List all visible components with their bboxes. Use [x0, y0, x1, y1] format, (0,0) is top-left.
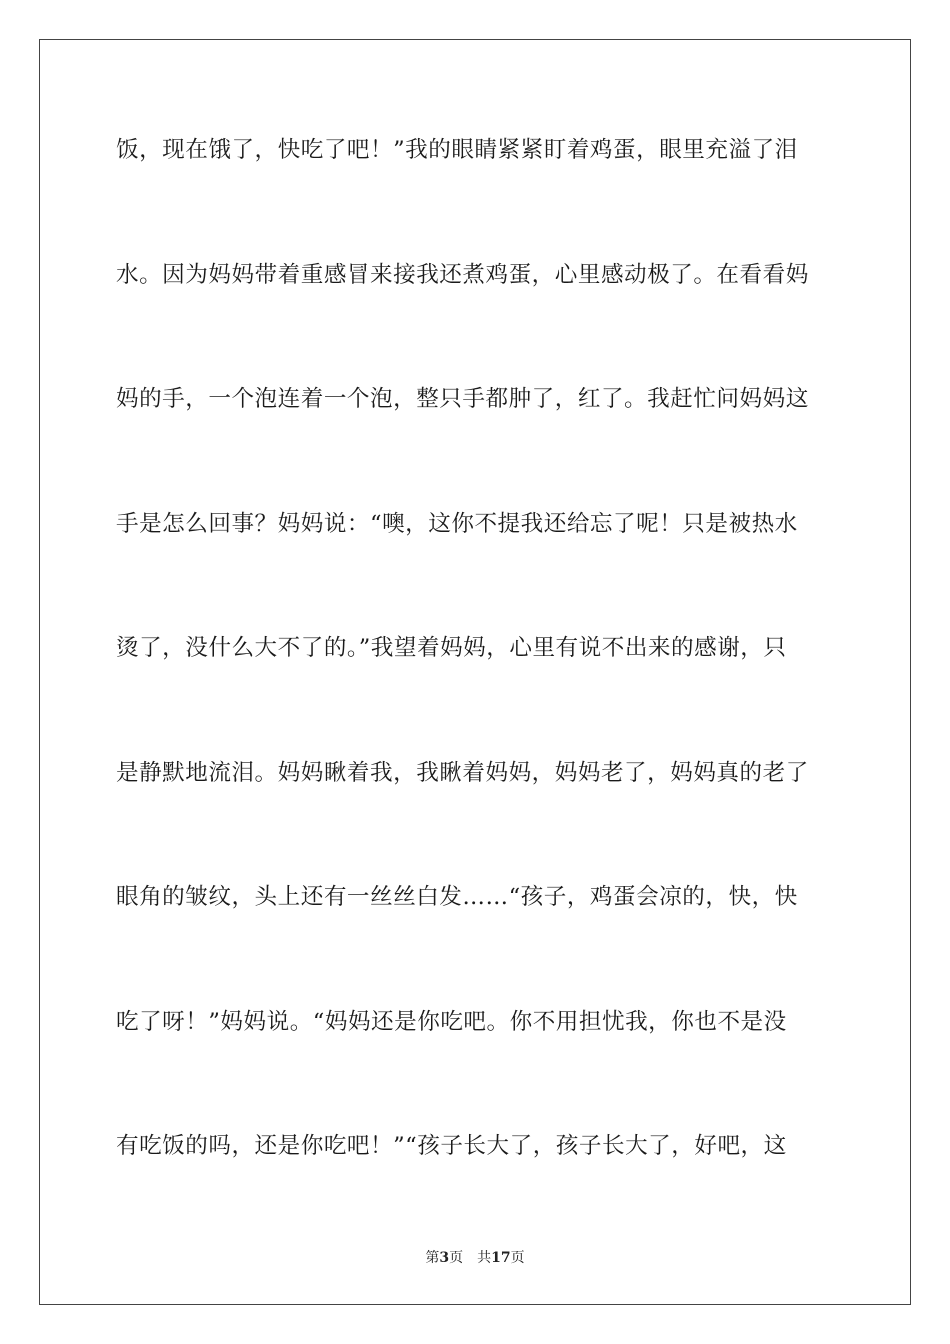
text-line-4: 手是怎么回事？妈妈说：“噢，这你不提我还给忘了呢！只是被热水: [116, 510, 798, 537]
text-line-2: 水。因为妈妈带着重感冒来接我还煮鸡蛋，心里感动极了。在看看妈: [116, 261, 809, 288]
page-prefix: 第: [425, 1250, 440, 1266]
text-line-8: 吃了呀！”妈妈说。“妈妈还是你吃吧。你不用担忧我，你也不是没: [116, 1008, 787, 1035]
text-line-9: 有吃饭的吗，还是你吃吧！”“孩子长大了，孩子长大了，好吧，这: [116, 1133, 787, 1159]
total-prefix: 共: [477, 1250, 492, 1266]
text-line-5: 烫了，没什么大不了的。”我望着妈妈，心里有说不出来的感谢，只: [116, 635, 787, 661]
page-suffix: 页: [449, 1250, 464, 1266]
page-current-number: 3: [439, 1250, 450, 1266]
total-suffix: 页: [510, 1250, 525, 1266]
page-footer: [0, 1247, 950, 1267]
text-line-6: 是静默地流泪。妈妈瞅着我，我瞅着妈妈，妈妈老了，妈妈真的老了: [116, 759, 809, 786]
text-line-1: 饭，现在饿了，快吃了吧！”我的眼睛紧紧盯着鸡蛋，眼里充溢了泪: [116, 137, 798, 163]
document-body: [116, 120, 836, 1241]
text-line-7: 眼角的皱纹，头上还有一丝丝白发……“孩子，鸡蛋会凉的，快，快: [116, 884, 798, 910]
text-line-3: 妈的手，一个泡连着一个泡，整只手都肿了，红了。我赶忙问妈妈这: [116, 386, 809, 412]
page-total-number: 17: [491, 1250, 511, 1266]
